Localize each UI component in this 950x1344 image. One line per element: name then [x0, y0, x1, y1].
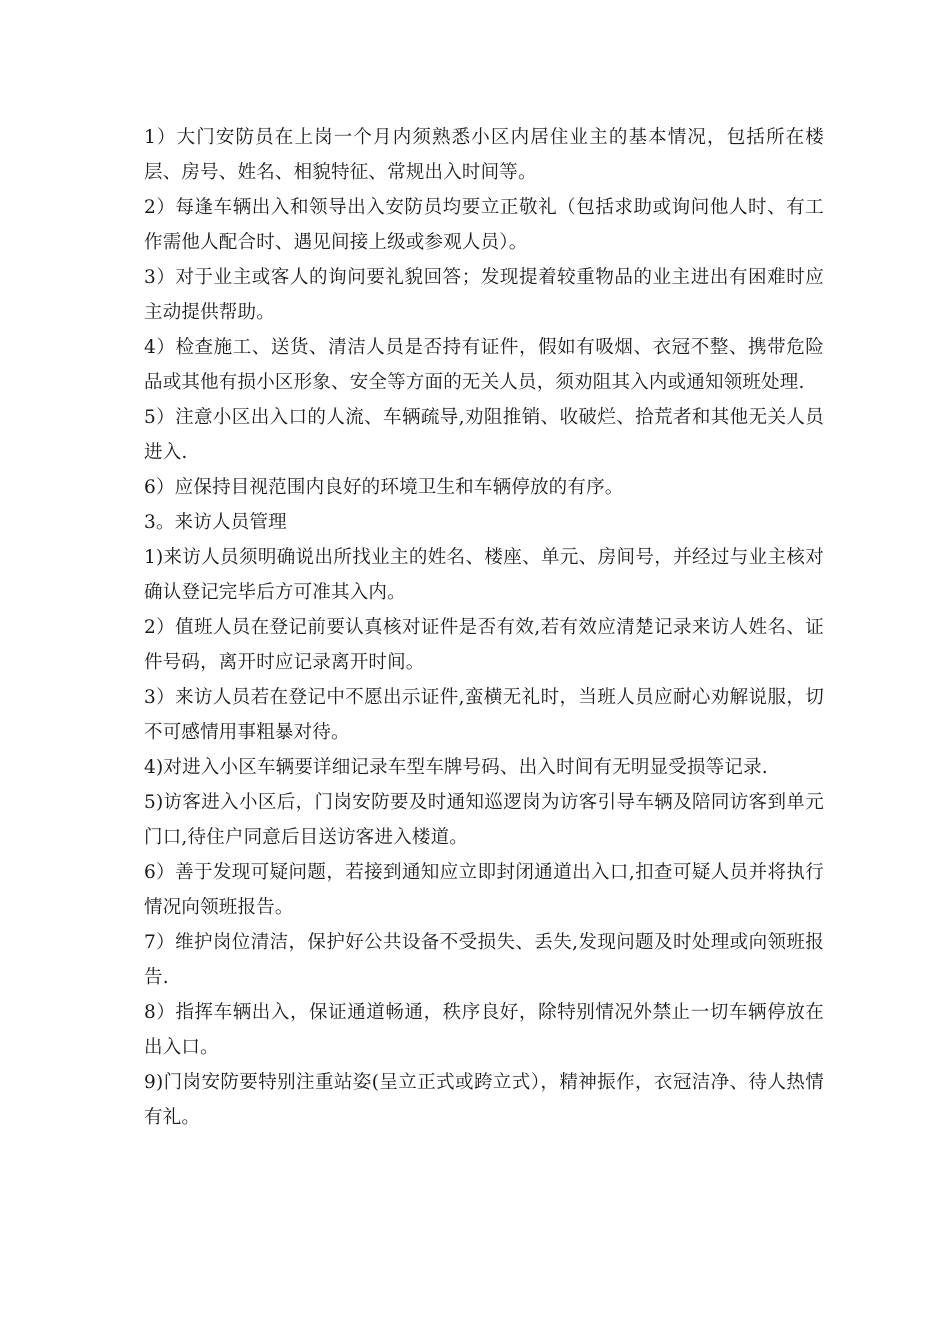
paragraph-post-cleanliness: 7）维护岗位清洁，保护好公共设备不受损失、丢失,发现问题及时处理或向领班报告. — [144, 932, 824, 988]
paragraph-visitor-identify: 1)来访人员须明确说出所找业主的姓名、楼座、单元、房间号，并经过与业主核对确认登记完毕后方可准其入内。 — [144, 547, 824, 603]
paragraph-guide-visitor: 5)访客进入小区后，门岗安防要及时通知巡逻岗为访客引导车辆及陪同访客到单元门口,待住户同意后目送访客进入楼道。 — [144, 792, 824, 848]
paragraph-polite-reply: 3）对于业主或客人的询问要礼貌回答；发现提着较重物品的业主进出有困难时应主动提供帮助。 — [144, 267, 824, 323]
paragraph-gate-guard-familiarity: 1）大门安防员在上岗一个月内须熟悉小区内居住业主的基本情况，包括所在楼层、房号、姓名、相貌特征、常规出入时间等。 — [144, 127, 824, 183]
paragraph-salute-rule: 2）每逢车辆出入和领导出入安防员均要立正敬礼（包括求助或询问他人时、有工作需他人配合时、遇见间接上级或参观人员）。 — [144, 197, 824, 253]
paragraph-vehicle-record: 4)对进入小区车辆要详细记录车型车牌号码、出入时间有无明显受损等记录. — [144, 757, 768, 778]
paragraph-direct-vehicles: 8）指挥车辆出入，保证通道畅通，秩序良好，除特别情况外禁止一切车辆停放在出入口。 — [144, 1002, 824, 1058]
paragraph-refuse-documents: 3）来访人员若在登记中不愿出示证件,蛮横无礼时，当班人员应耐心劝解说服，切不可感情用事粗暴对待。 — [144, 687, 824, 743]
document-page — [144, 120, 824, 1135]
paragraph-check-workers: 4）检查施工、送货、清洁人员是否持有证件，假如有吸烟、衣冠不整、携带危险品或其他有损小区形象、安全等方面的无关人员，须劝阻其入内或通知领班处理. — [144, 337, 824, 393]
paragraph-posture: 9)门岗安防要特别注重站姿(呈立正式或跨立式），精神振作，衣冠洁净、待人热情有礼。 — [144, 1072, 824, 1128]
paragraph-suspicious-issue: 6）善于发现可疑问题，若接到通知应立即封闭通道出入口,扣查可疑人员并将执行情况向领班报告。 — [144, 862, 824, 918]
paragraph-traffic-guidance: 5）注意小区出入口的人流、车辆疏导,劝阻推销、收破烂、拾荒者和其他无关人员进入. — [144, 407, 824, 463]
paragraph-environment-order: 6）应保持目视范围内良好的环境卫生和车辆停放的有序。 — [144, 477, 624, 498]
paragraph-verify-documents: 2）值班人员在登记前要认真核对证件是否有效,若有效应清楚记录来访人姓名、证件号码，离开时应记录离开时间。 — [144, 617, 824, 673]
section-heading-visitor-management: 3。来访人员管理 — [144, 512, 287, 533]
